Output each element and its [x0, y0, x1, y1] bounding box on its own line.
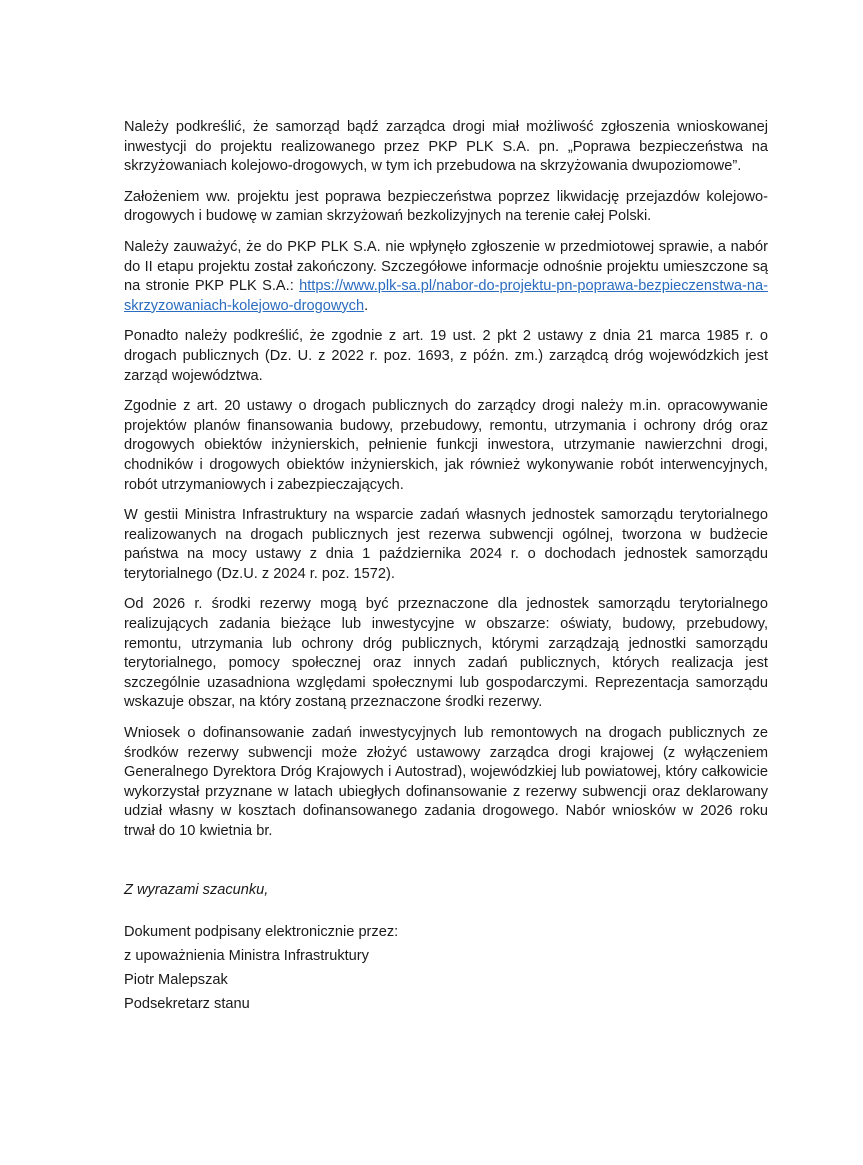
signature-line-position: Podsekretarz stanu [124, 996, 250, 1013]
paragraph-ppk-project: Należy podkreślić, że samorząd bądź zarządca drogi miał możliwość zgłoszenia wnioskowanej inwestycji do projektu realizowanego przez PKP PLK S.A. pn. „Poprawa bezpieczeństwa na skrzyżowaniach kolejowo-drogowych, w tym ich przebudowa na skrzyżowania dwupoziomowe”. [124, 119, 768, 175]
plk-project-link[interactable]: https://www.plk-sa.pl/nabor-do-projektu-pn-poprawa-bezpieczenstwa-na-skrzyzowaniach-kolejowo-drogowych [124, 278, 768, 314]
signature-line-e-signed: Dokument podpisany elektronicznie przez: [124, 924, 399, 941]
paragraph-project-info-end: . [364, 297, 369, 314]
paragraph-road-manager-law: Ponadto należy podkreślić, że zgodnie z art. 19 ust. 2 pkt 2 ustawy z dnia 21 marca 1985 r. o drogach publicznych (Dz. U. z 2022 r. poz. 1693, z późn. zm.) zarządcą dróg wojewódzkich jest zarząd województwa. [124, 328, 768, 384]
paragraph-application: Wniosek o dofinansowanie zadań inwestycyjnych lub remontowych na drogach publicznych ze środków rezerwy subwencji może złożyć ustawowy zarządca drogi krajowej (z wyłączeniem Generalnego Dyrektora Dróg Krajowych i Autostrad), wojewódzkiej lub powiatowej, który całkowicie wykorzystał przyznane w latach ubiegłych dofinansowanie z rezerwy subwencji oraz deklarowany udział własny w kosztach dofinansowanego zadania drogowego. Nabór wniosków w 2026 roku trwał do 10 kwietnia br. [124, 725, 768, 839]
signature-line-authority: z upoważnienia Ministra Infrastruktury [124, 948, 369, 965]
signature-line-name: Piotr Malepszak [124, 972, 228, 989]
paragraph-project-goal: Założeniem ww. projektu jest poprawa bezpieczeństwa poprzez likwidację przejazdów kolejowo-drogowych i budowę w zamian skrzyżowań bezkolizyjnych na terenie całej Polski. [124, 188, 768, 225]
letter-body [124, 118, 768, 1016]
paragraph-reserve-2026: Od 2026 r. środki rezerwy mogą być przeznaczone dla jednostek samorządu terytorialnego realizujących zadania bieżące lub inwestycyjne w obszarze: oświaty, budowy, przebudowy, remontu, utrzymania lub ochrony dróg publicznych, którymi zarządzają jednostki samorządu terytorialnego, pomocy społecznej oraz innych zadań publicznych, których realizacja jest szczególnie uzasadniona względami społecznymi lub gospodarczymi. Reprezentacja samorządu wskazuje obszar, na który zostaną przeznaczone środki rezerwy. [124, 596, 768, 711]
paragraph-project-info [124, 238, 768, 316]
signature-block [124, 920, 768, 1016]
paragraph-subsidy-reserve: W gestii Ministra Infrastruktury na wsparcie zadań własnych jednostek samorządu terytorialnego realizowanych na drogach publicznych jest rezerwa subwencji ogólnej, tworzona w budżecie państwa na mocy ustawy z dnia 1 października 2024 r. o dochodach jednostek samorządu terytorialnego (Dz.U. z 2024 r. poz. 1572). [124, 507, 768, 582]
paragraph-project-info-text: Należy zauważyć, że do PKP PLK S.A. nie wpłynęło zgłoszenie w przedmiotowej sprawie, a nabór do II etapu projektu został zakończony. Szczegółowe informacje odnośnie projektu umieszczone są na stronie PKP PLK S.A.: [124, 238, 768, 295]
paragraph-manager-duties: Zgodnie z art. 20 ustawy o drogach publicznych do zarządcy drogi należy m.in. opracowywanie projektów planów finansowania budowy, przebudowy, remontu, utrzymania i ochrony dróg oraz drogowych obiektów inżynierskich, pełnienie funkcji inwestora, utrzymanie nawierzchni drogi, chodników i drogowych obiektów inżynierskich, jak również wykonywanie robót interwencyjnych, robót utrzymaniowych i zabezpieczających. [124, 398, 768, 493]
closing-salutation: Z wyrazami szacunku, [124, 881, 269, 898]
